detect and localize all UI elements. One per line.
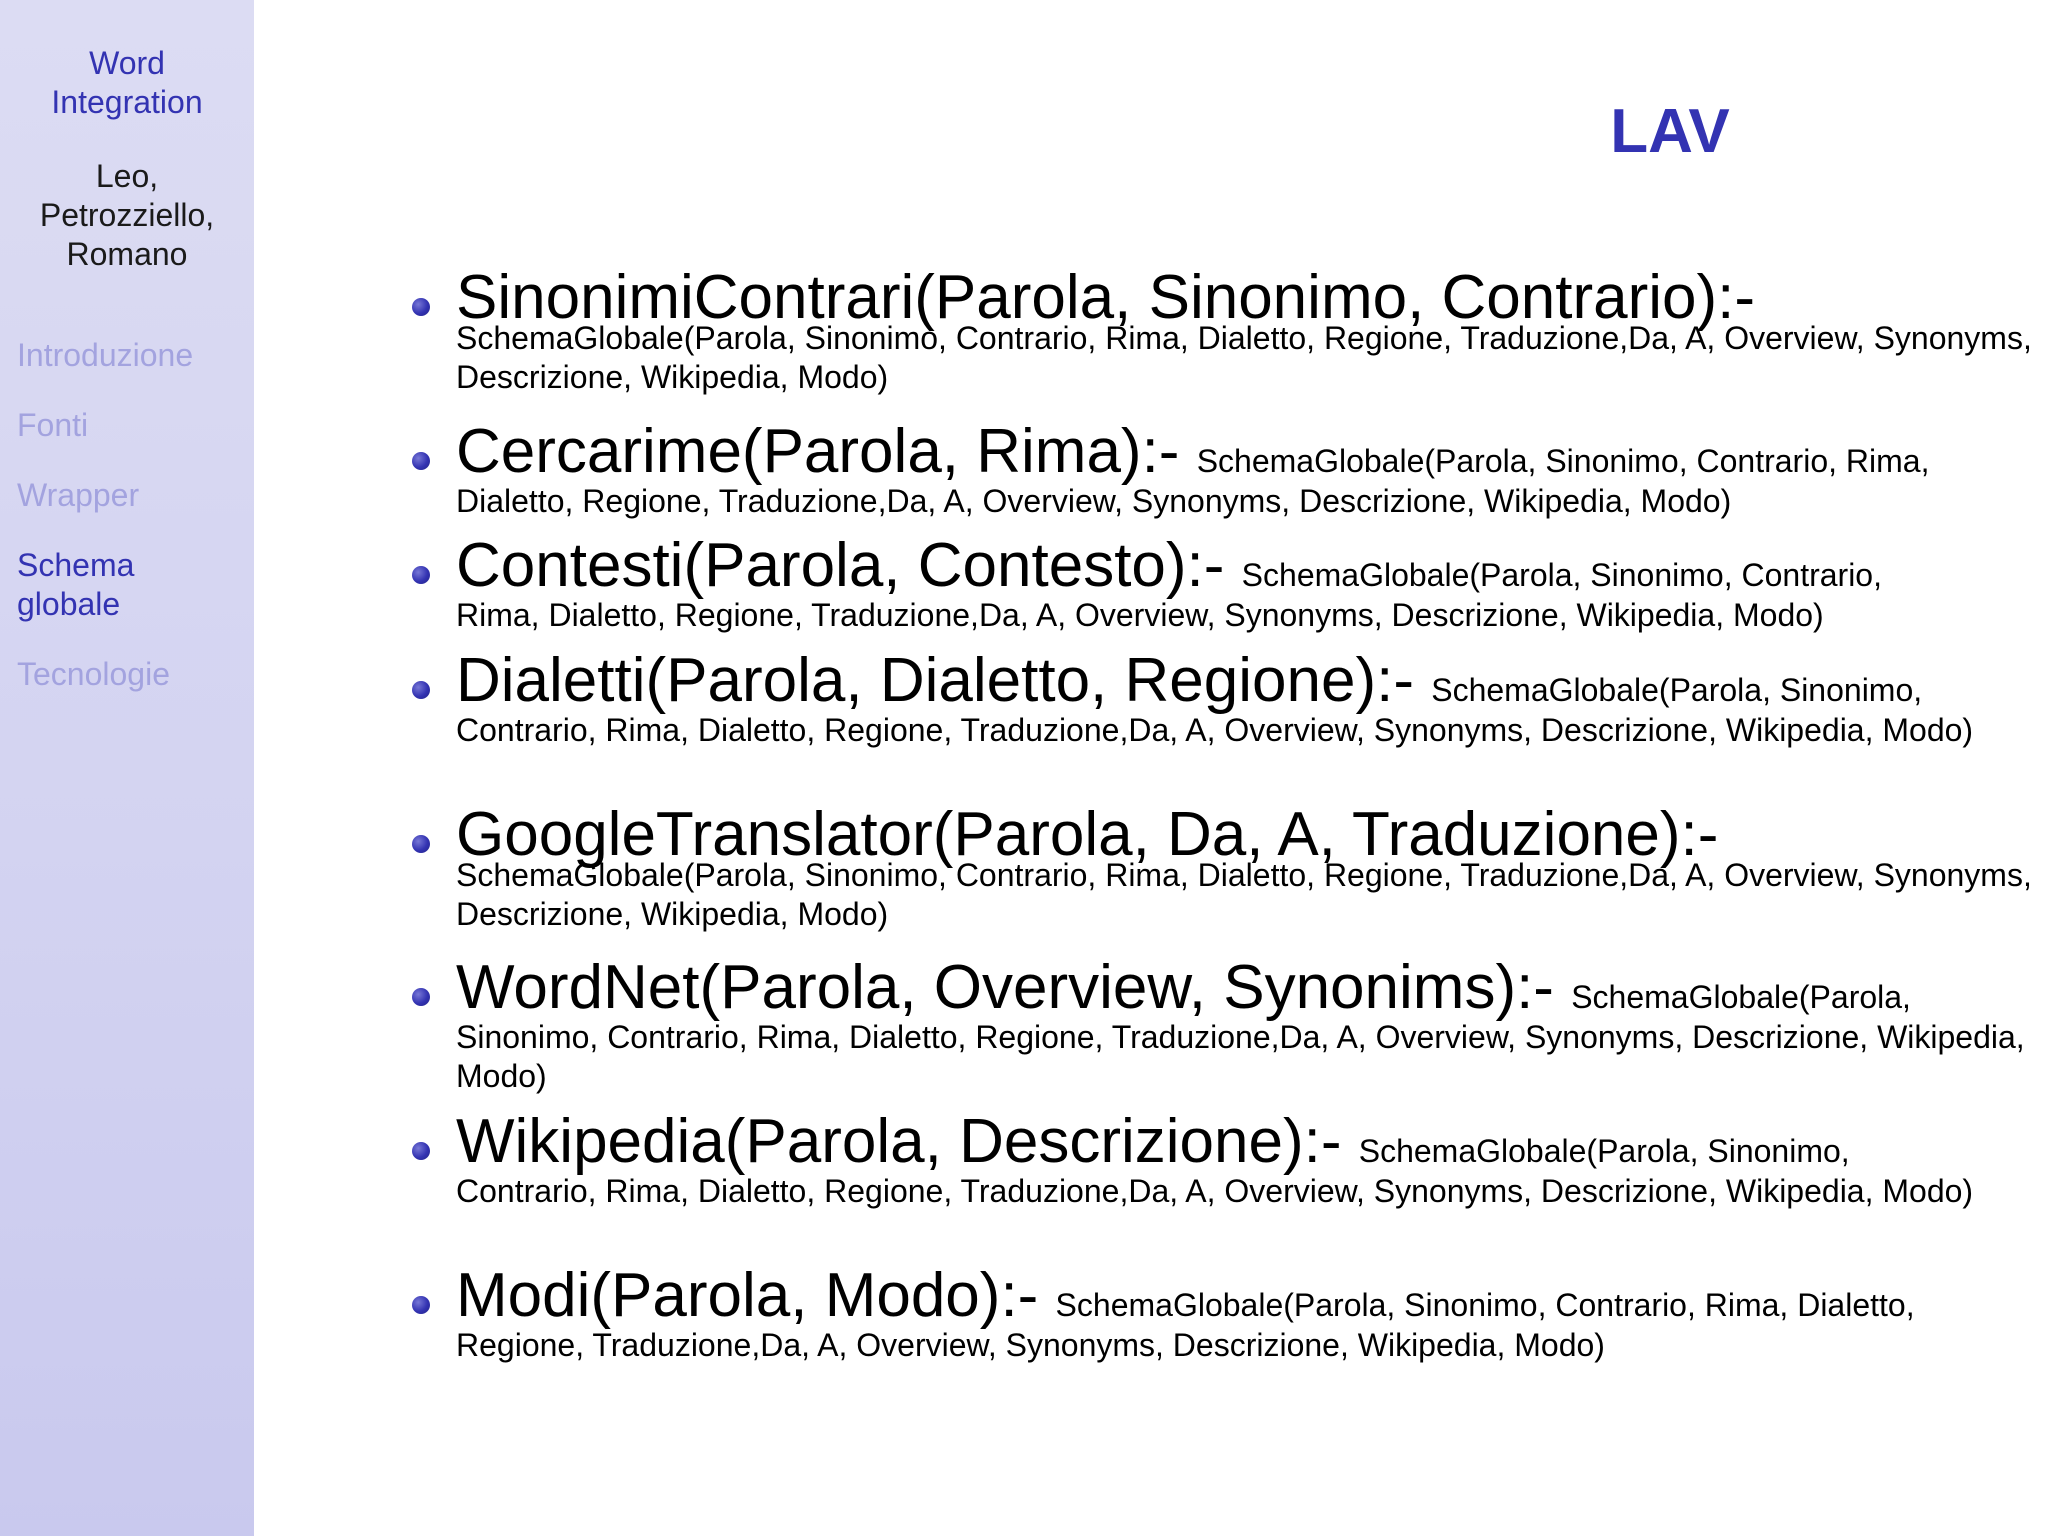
rule-head: GoogleTranslator(Parola, Da, A, Traduzione):- <box>456 800 1719 869</box>
author-line: Romano <box>66 236 188 272</box>
author-line: Petrozziello, <box>39 197 215 233</box>
bullet-icon <box>412 681 430 699</box>
bullet-icon <box>412 988 430 1006</box>
rule-head: Modi(Parola, Modo):- <box>456 1261 1039 1330</box>
rule-item <box>396 1260 2044 1365</box>
authors <box>0 157 254 274</box>
nav-item-wrapper[interactable]: Wrapper <box>17 477 140 513</box>
rule-body: SchemaGlobale(Parola, Sinonimo, Contrario, Rima, Dialetto, Regione, Traduzione,Da, A, Overview, Synonyms, Descrizione, Wikipedia, Modo) <box>456 857 2032 932</box>
rule-item <box>396 262 2044 397</box>
nav-item-tecnologie[interactable]: Tecnologie <box>17 656 170 692</box>
rule-body: Sinonimo, Contrario, Rima, Dialetto, Regione, Traduzione,Da, A, Overview, Synonyms, Descrizione, Wikipedia, Modo) <box>456 1019 2025 1094</box>
nav-item-label-line: Schema <box>17 547 135 583</box>
rule-item <box>396 799 2044 934</box>
rule-item <box>396 645 2044 750</box>
nav-item-label-line: globale <box>17 586 121 622</box>
nav-item-schema-globale[interactable] <box>17 546 247 624</box>
rule-body: Regione, Traduzione,Da, A, Overview, Synonyms, Descrizione, Wikipedia, Modo) <box>456 1327 1605 1363</box>
rule-body: Contrario, Rima, Dialetto, Regione, Traduzione,Da, A, Overview, Synonyms, Descrizione, Wikipedia, Modo) <box>456 1173 1974 1209</box>
bullet-icon <box>412 298 430 316</box>
rule-head: Contesti(Parola, Contesto):- <box>456 531 1225 600</box>
rule-body: Rima, Dialetto, Regione, Traduzione,Da, A, Overview, Synonyms, Descrizione, Wikipedia, Modo) <box>456 597 1824 633</box>
bullet-icon <box>412 1296 430 1314</box>
rule-head: Dialetti(Parola, Dialetto, Regione):- <box>456 646 1414 715</box>
rule-head: Cercarime(Parola, Rima):- <box>456 417 1180 486</box>
presentation-title[interactable] <box>0 44 254 122</box>
bullet-icon <box>412 835 430 853</box>
rule-body: Contrario, Rima, Dialetto, Regione, Traduzione,Da, A, Overview, Synonyms, Descrizione, Wikipedia, Modo) <box>456 712 1974 748</box>
rule-item <box>396 416 2044 521</box>
rule-item <box>396 952 2044 1096</box>
rule-body: SchemaGlobale(Parola, Sinonimo, Contrario, Rima, Dialetto, Regione, Traduzione,Da, A, Overview, Synonyms, Descrizione, Wikipedia, Modo) <box>456 320 2032 395</box>
rule-body-inline: SchemaGlobale(Parola, <box>1571 979 1911 1015</box>
nav-item-introduzione[interactable]: Introduzione <box>17 337 194 373</box>
rule-body: Dialetto, Regione, Traduzione,Da, A, Overview, Synonyms, Descrizione, Wikipedia, Modo) <box>456 483 1732 519</box>
bullet-icon <box>412 566 430 584</box>
rule-item <box>396 1106 2044 1211</box>
frame-title: LAV <box>1610 97 1730 166</box>
presentation-title-line: Word <box>89 45 165 81</box>
author-line: Leo, <box>95 158 159 194</box>
nav-item-fonti[interactable]: Fonti <box>17 407 89 443</box>
rule-item <box>396 530 2044 635</box>
presentation-title-line: Integration <box>51 84 203 120</box>
rule-body-inline: SchemaGlobale(Parola, Sinonimo, Contrario, Rima, Dialetto, <box>1055 1287 1915 1323</box>
bullet-icon <box>412 1142 430 1160</box>
rule-head: WordNet(Parola, Overview, Synonims):- <box>456 953 1554 1022</box>
rule-head: SinonimiContrari(Parola, Sinonimo, Contrario):- <box>456 263 1756 332</box>
rule-body-inline: SchemaGlobale(Parola, Sinonimo, <box>1431 672 1923 708</box>
rule-head: Wikipedia(Parola, Descrizione):- <box>456 1107 1342 1176</box>
rule-body-inline: SchemaGlobale(Parola, Sinonimo, <box>1358 1133 1850 1169</box>
bullet-icon <box>412 452 430 470</box>
sidebar <box>0 0 254 1536</box>
rule-body-inline: SchemaGlobale(Parola, Sinonimo, Contrario, <box>1241 557 1882 593</box>
rule-body-inline: SchemaGlobale(Parola, Sinonimo, Contrario, Rima, <box>1196 443 1930 479</box>
